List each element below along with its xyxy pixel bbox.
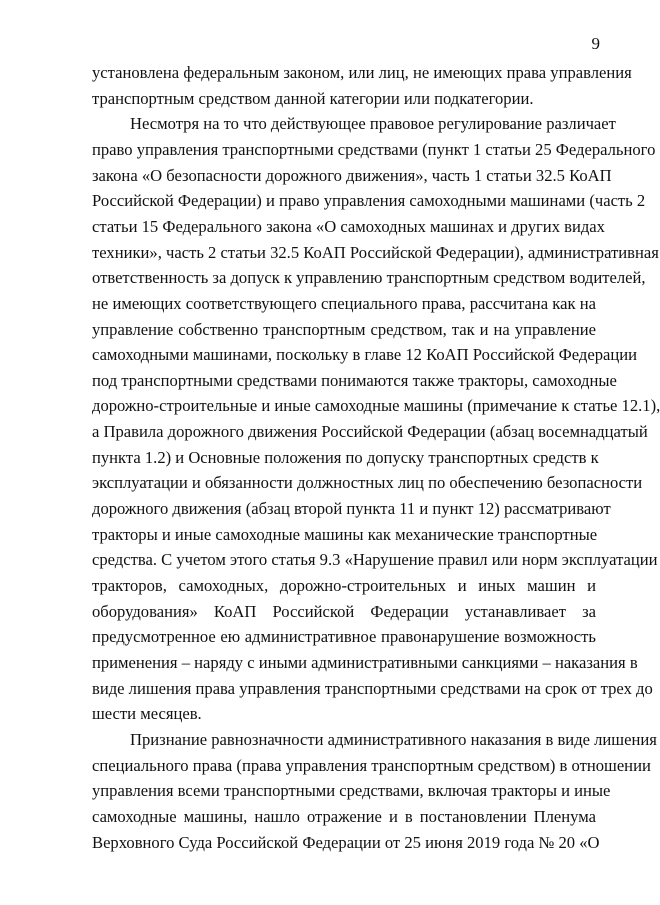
text-line: статьи 15 Федерального закона «О самоходных машинах и других видах	[92, 216, 605, 236]
text-line: самоходные машины, нашло отражение и в постановлении Пленума	[92, 806, 596, 826]
text-line: тракторы и иные самоходные машины как механические транспортные	[92, 524, 598, 544]
text-line: не имеющих соответствующего специального права, рассчитана как на	[92, 293, 596, 313]
text-line: специального права (права управления транспортным средством) в отношении	[92, 755, 651, 775]
text-line: транспортным средством данной категории или подкатегории.	[92, 88, 534, 108]
text-line: под транспортными средствами понимаются также тракторы, самоходные	[92, 370, 617, 390]
text-line: оборудования» КоАП Российской Федерации устанавливает за	[92, 601, 596, 621]
text-line: Российской Федерации) и право управления самоходными машинами (часть 2	[92, 191, 646, 211]
text-line: применения – наряду с иными административными санкциями – наказания в	[92, 652, 638, 672]
text-line: самоходными машинами, поскольку в главе 12 КоАП Российской Федерации	[92, 345, 638, 365]
text-line: эксплуатации и обязанности должностных лиц по обеспечению безопасности	[92, 473, 643, 493]
text-line: дорожно-строительные и иные самоходные машины (примечание к статье 12.1),	[92, 396, 660, 416]
text-line: ответственность за допуск к управлению транспортным средством водителей,	[92, 268, 646, 288]
text-line: управление собственно транспортным средством, так и на управление	[92, 319, 596, 339]
text-line: предусмотренное ею административное правонарушение возможность	[92, 627, 596, 647]
text-line: Признание равнозначности административного наказания в виде лишения	[130, 729, 657, 749]
text-line: тракторов, самоходных, дорожно-строительных и иных машин и	[92, 576, 596, 595]
text-line: право управления транспортными средствами (пункт 1 статьи 25 Федерального	[92, 139, 656, 159]
text-line: дорожного движения (абзац второй пункта 11 и пункт 12) рассматривают	[92, 499, 611, 519]
text-line: закона «О безопасности дорожного движения», часть 1 статьи 32.5 КоАП	[92, 165, 612, 185]
text-line: а Правила дорожного движения Российской Федерации (абзац восемнадцатый	[92, 422, 648, 442]
text-line: пункта 1.2) и Основные положения по допуску транспортных средств к	[92, 447, 599, 467]
text-line: шести месяцев.	[92, 704, 202, 724]
text-line: установлена федеральным законом, или лиц, не имеющих права управления	[92, 63, 632, 82]
text-line: техники», часть 2 статьи 32.5 КоАП Российской Федерации), административная	[92, 242, 659, 262]
text-line: Верховного Суда Российской Федерации от 25 июня 2019 года № 20 «О	[92, 832, 600, 852]
text-line: управления всеми транспортными средствами, включая тракторы и иные	[92, 781, 611, 801]
text-line: средства. С учетом этого статья 9.3 «Нарушение правил или норм эксплуатации	[92, 550, 658, 570]
page-number: 9	[591, 34, 600, 53]
text-line: виде лишения права управления транспортными средствами на срок от трех до	[92, 678, 653, 698]
text-line: Несмотря на то что действующее правовое регулирование различает	[130, 114, 616, 134]
